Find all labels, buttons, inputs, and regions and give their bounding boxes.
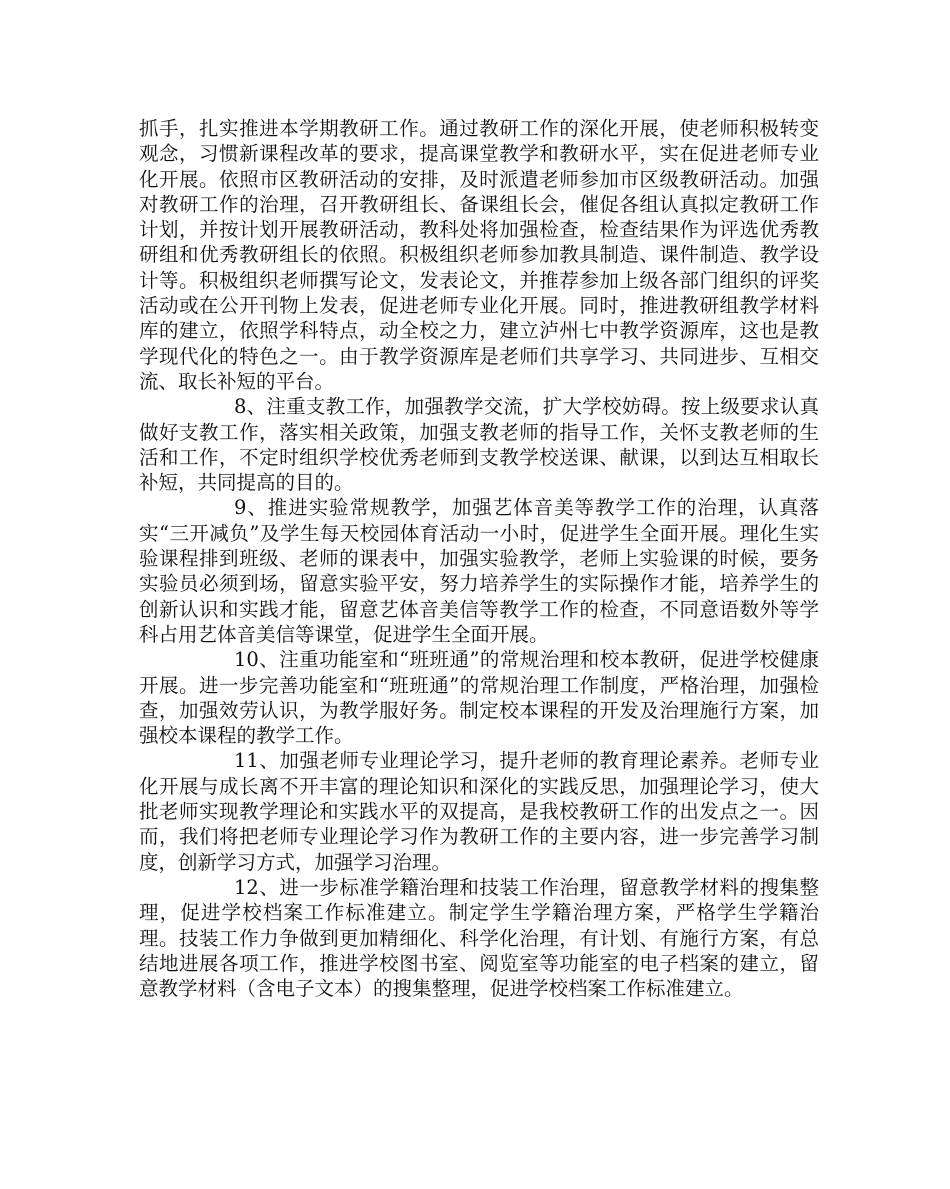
document-body (139, 116, 819, 1001)
paragraph-research-work: 抓手，扎实推进本学期教研工作。通过教研工作的深化开展，使老师积极转变观念，习惯新课程改革的要求，提高课堂教学和教研水平，实在促进老师专业化开展。依照市区教研活动的安排，及时派遣老师参加市区级教研活动。加强对教研工作的治理，召开教研组长、备课组长会，催促各组认真拟定教研工作计划，并按计划开展教研活动，教科处将加强检查，检查结果作为评选优秀教研组和优秀教研组长的依照。积极组织老师参加教具制造、课件制造、教学设计等。积极组织老师撰写论文，发表论文，并推荐参加上级各部门组织的评奖活动或在公开刊物上发表，促进老师专业化开展。同时，推进教研组教学材料库的建立，依照学科特点，动全校之力，建立泸州七中教学资源库，这也是教学现代化的特色之一。由于教学资源库是老师们共享学习、共同进步、互相交流、取长补短的平台。 (139, 117, 819, 393)
paragraph-item-8-support-teaching: 8、注重支教工作，加强教学交流，扩大学校妨碍。按上级要求认真做好支教工作，落实相关政策，加强支教老师的指导工作，关怀支教老师的生活和工作，不定时组织学校优秀老师到支教学校送课、献课，以到达互相取长补短，共同提高的目的。 (139, 395, 819, 495)
paragraph-item-11-theory-study: 11、加强老师专业理论学习，提升老师的教育理论素养。老师专业化开展与成长离不开丰富的理论知识和深化的实践反思，加强理论学习，使大批老师实现教学理论和实践水平的双提高，是我校教研工作的出发点之一。因而，我们将把老师专业理论学习作为教研工作的主要内容，进一步完善学习制度，创新学习方式，加强学习治理。 (139, 749, 819, 874)
paragraph-item-12-records-management: 12、进一步标准学籍治理和技装工作治理，留意教学材料的搜集整理，促进学校档案工作标准建立。制定学生学籍治理方案，严格学生学籍治理。技装工作力争做到更加精细化、科学化治理，有计划、有施行方案，有总结地进展各项工作，推进学校图书室、阅览室等功能室的电子档案的建立，留意教学材料（含电子文本）的搜集整理，促进学校档案工作标准建立。 (139, 875, 819, 1001)
paragraph-item-9-lab-teaching: 9、推进实验常规教学，加强艺体音美等教学工作的治理，认真落实“三开减负”及学生每天校园体育活动一小时，促进学生全面开展。理化生实验课程排到班级、老师的课表中，加强实验教学，老师上实验课的时候，要务实验员必须到场，留意实验平安，努力培养学生的实际操作才能，培养学生的创新认识和实践才能，留意艺体音美信等教学工作的检查，不同意语数外等学科占用艺体音美信等课堂，促进学生全面开展。 (139, 496, 819, 646)
paragraph-item-10-function-rooms: 10、注重功能室和“班班通”的常规治理和校本教研，促进学校健康开展。进一步完善功能室和“班班通”的常规治理工作制度，严格治理，加强检查，加强效劳认识，为教学服好务。制定校本课程的开发及治理施行方案，加强校本课程的教学工作。 (139, 648, 819, 748)
